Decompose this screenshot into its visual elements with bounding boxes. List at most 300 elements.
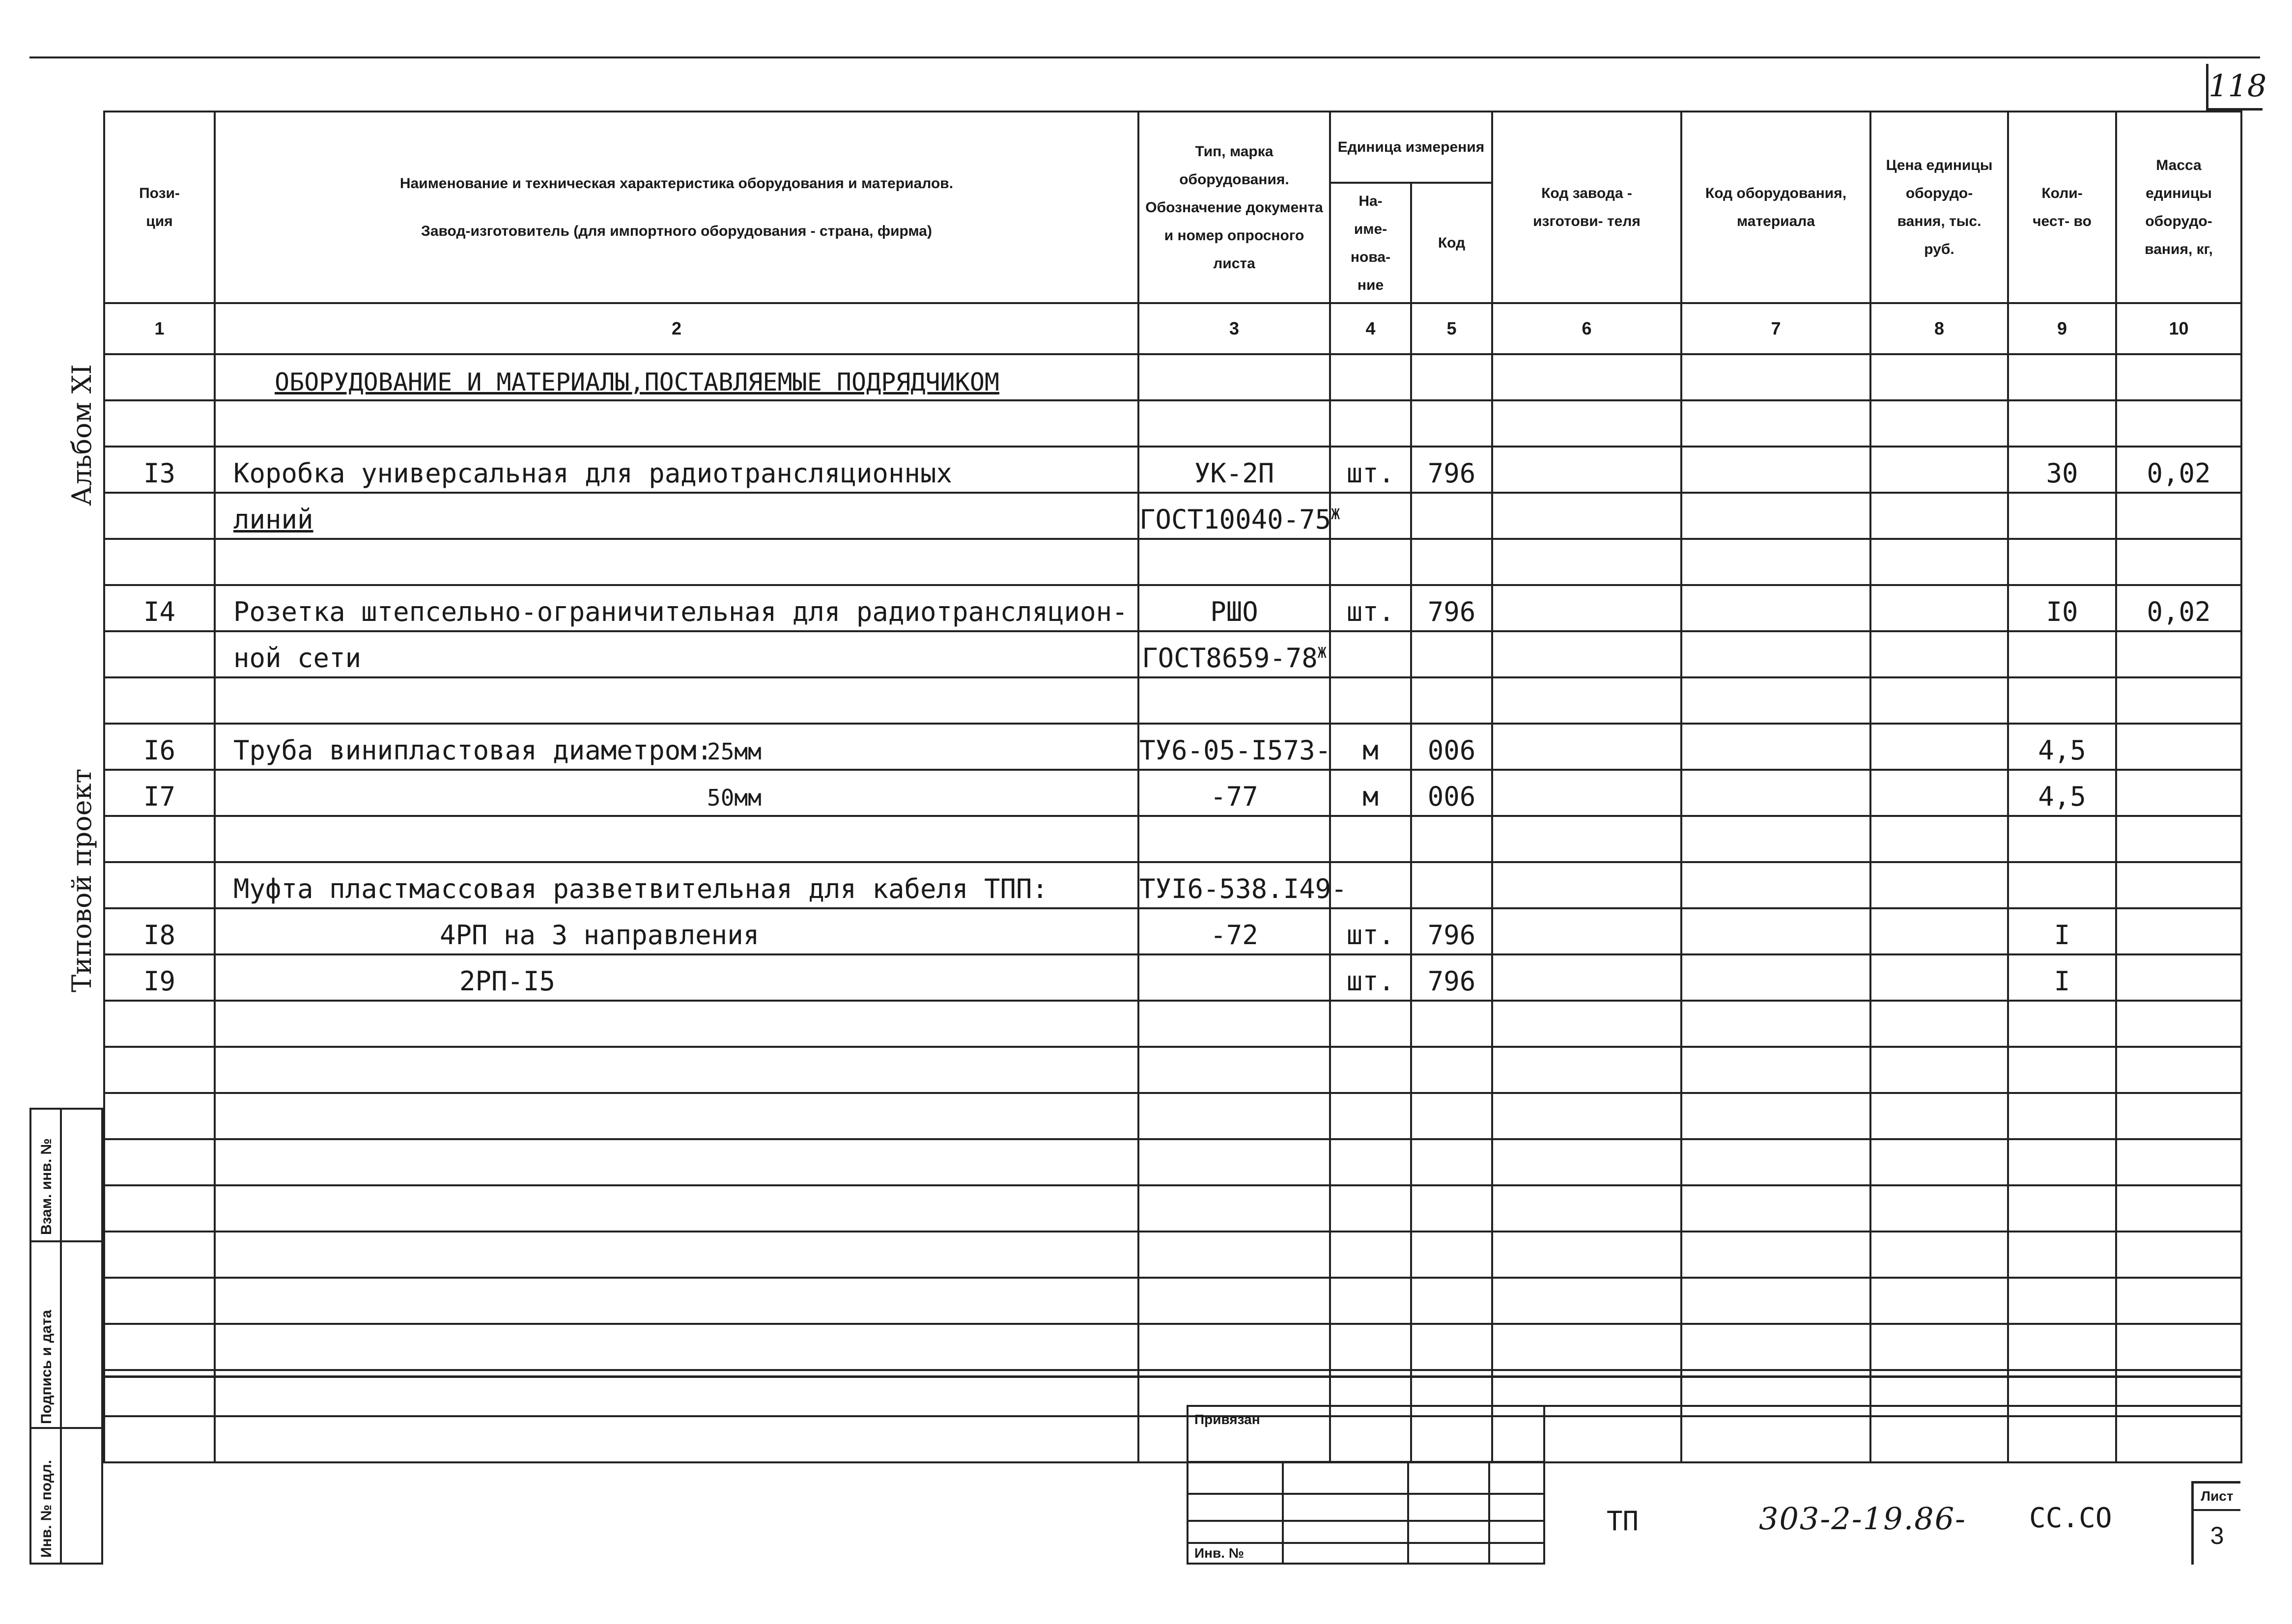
row-name [215, 770, 1138, 816]
row-plant-code [1492, 677, 1681, 724]
row-unit-code: 796 [1411, 447, 1492, 493]
sheet-label: Лист [2194, 1484, 2240, 1511]
row-name [215, 908, 1138, 954]
header-name: Наименование и техническая характеристика оборудования и материалов. Завод-изготовитель (для импортного оборудования - страна, фирма) [215, 112, 1138, 303]
row-equipment-code [1681, 493, 1870, 539]
table-row [104, 954, 2241, 1001]
row-equipment-code [1681, 724, 1870, 770]
row-price [1870, 447, 2008, 493]
row-type [1138, 1139, 1330, 1185]
row-unit [1330, 816, 1411, 862]
row-equipment-code [1681, 770, 1870, 816]
row-name [215, 354, 1138, 400]
table-row [104, 631, 2241, 677]
row-quantity: 30 [2008, 447, 2116, 493]
row-type-text: ГОСТ10040-75 [1139, 504, 1331, 535]
row-unit-code [1411, 1001, 1492, 1047]
header-quantity: Коли- чест- во [2008, 112, 2116, 303]
row-type [1138, 1324, 1330, 1370]
row-plant-code [1492, 1093, 1681, 1139]
row-name [215, 493, 1138, 539]
row-equipment-code [1681, 631, 1870, 677]
row-unit: шт. [1330, 447, 1411, 493]
project-label: Типовой проект [66, 768, 97, 992]
table-row [104, 1093, 2241, 1139]
row-mass [2116, 493, 2241, 539]
row-name [215, 816, 1138, 862]
row-name [215, 1416, 1138, 1462]
top-rule [29, 56, 2260, 58]
row-name-text: Коробка универсальная для радиотрансляционных [233, 458, 952, 489]
row-unit-code [1411, 493, 1492, 539]
row-equipment-code [1681, 677, 1870, 724]
row-type-text: РШО [1210, 596, 1258, 627]
row-size: 50мм [707, 784, 762, 811]
row-position [104, 539, 215, 585]
row-type-text: УК-2П [1194, 458, 1274, 489]
row-unit: шт. [1330, 954, 1411, 1001]
row-equipment-code [1681, 585, 1870, 631]
row-mass [2116, 1185, 2241, 1232]
row-unit-code [1411, 539, 1492, 585]
row-quantity [2008, 1001, 2116, 1047]
row-equipment-code [1681, 1047, 1870, 1093]
row-position [104, 1185, 215, 1232]
row-type [1138, 862, 1347, 908]
header-mass: Масса единицы оборудо- вания, кг, [2116, 112, 2241, 303]
row-equipment-code [1681, 400, 1870, 447]
table-row [104, 862, 2241, 908]
row-type-text: -77 [1210, 781, 1258, 812]
header-position: Пози- ция [104, 112, 215, 303]
row-position: I8 [104, 908, 215, 954]
row-unit: шт. [1330, 908, 1411, 954]
tp-label: ТП [1607, 1506, 1639, 1537]
row-type-superscript: Ж [1317, 644, 1327, 662]
row-unit [1330, 677, 1411, 724]
row-name-text: линий [233, 504, 313, 535]
row-unit-code: 796 [1411, 954, 1492, 1001]
row-mass [2116, 1278, 2241, 1324]
row-mass [2116, 631, 2241, 677]
table-row [104, 354, 2241, 400]
row-price [1870, 354, 2008, 400]
row-position [104, 400, 215, 447]
table-row [104, 1185, 2241, 1232]
colnum-7: 7 [1681, 303, 1870, 354]
row-position [104, 862, 215, 908]
row-quantity: I [2008, 954, 2116, 1001]
binding-block [1187, 1405, 1545, 1565]
row-name [215, 1278, 1138, 1324]
row-plant-code [1492, 1001, 1681, 1047]
row-equipment-code [1681, 447, 1870, 493]
row-unit [1330, 539, 1411, 585]
row-unit [1330, 631, 1411, 677]
row-name [215, 585, 1138, 631]
row-unit-code [1411, 1093, 1492, 1139]
row-plant-code [1492, 631, 1681, 677]
header-plant-code: Код завода - изготови- теля [1492, 112, 1681, 303]
row-unit [1330, 1232, 1411, 1278]
row-equipment-code [1681, 816, 1870, 862]
row-quantity [2008, 631, 2116, 677]
row-type [1138, 677, 1330, 724]
row-mass: 0,02 [2116, 447, 2241, 493]
row-mass [2116, 770, 2241, 816]
colnum-4: 4 [1330, 303, 1411, 354]
row-position: I3 [104, 447, 215, 493]
row-quantity [2008, 539, 2116, 585]
row-mass [2116, 724, 2241, 770]
row-type [1138, 1185, 1330, 1232]
row-quantity [2008, 677, 2116, 724]
row-mass [2116, 539, 2241, 585]
row-quantity [2008, 862, 2116, 908]
row-plant-code [1492, 400, 1681, 447]
row-position: I6 [104, 724, 215, 770]
colnum-2: 2 [215, 303, 1138, 354]
header-type: Тип, марка оборудования. Обозначение документа и номер опросного листа [1138, 112, 1330, 303]
row-mass [2116, 1047, 2241, 1093]
row-unit-code [1411, 400, 1492, 447]
row-unit-code [1411, 1185, 1492, 1232]
row-unit-code: 796 [1411, 585, 1492, 631]
row-type [1138, 1278, 1330, 1324]
row-plant-code [1492, 447, 1681, 493]
table-row [104, 447, 2241, 493]
row-quantity: I [2008, 908, 2116, 954]
row-plant-code [1492, 816, 1681, 862]
row-name [215, 1139, 1138, 1185]
row-unit [1330, 400, 1411, 447]
row-type [1138, 1001, 1330, 1047]
row-price [1870, 631, 2008, 677]
specification-table [103, 111, 2242, 1463]
row-quantity [2008, 1324, 2116, 1370]
row-unit [1330, 1001, 1411, 1047]
row-position [104, 1324, 215, 1370]
row-name [215, 954, 1138, 1001]
row-mass [2116, 1001, 2241, 1047]
row-unit-code [1411, 816, 1492, 862]
row-name-text: Труба винипластовая диаметром: [233, 735, 713, 766]
table-row [104, 585, 2241, 631]
row-plant-code [1492, 770, 1681, 816]
row-quantity [2008, 816, 2116, 862]
bound-label: Привязан [1194, 1412, 1260, 1427]
table-row [104, 908, 2241, 954]
row-price [1870, 1232, 2008, 1278]
designation-code: 303-2-19.86- [1759, 1501, 1967, 1537]
row-type-text: -72 [1210, 920, 1258, 951]
row-type [1138, 631, 1330, 677]
row-name [215, 539, 1138, 585]
row-unit-code [1411, 862, 1492, 908]
table-row [104, 1139, 2241, 1185]
side-stamp [29, 1108, 103, 1565]
table-row [104, 400, 2241, 447]
row-mass [2116, 1232, 2241, 1278]
row-unit [1330, 1093, 1411, 1139]
table-row [104, 816, 2241, 862]
row-position: I4 [104, 585, 215, 631]
row-unit-code [1411, 631, 1492, 677]
colnum-9: 9 [2008, 303, 2116, 354]
row-price [1870, 724, 2008, 770]
row-quantity: 4,5 [2008, 770, 2116, 816]
header-unit-code: Код [1411, 183, 1492, 303]
row-price [1870, 1185, 2008, 1232]
row-unit [1330, 1324, 1411, 1370]
row-type [1138, 354, 1330, 400]
row-type [1138, 1093, 1330, 1139]
column-numbers-row [104, 303, 2241, 354]
row-mass [2116, 1139, 2241, 1185]
side-cell-podpis [31, 1242, 103, 1429]
row-unit-code: 006 [1411, 770, 1492, 816]
row-plant-code [1492, 1232, 1681, 1278]
row-price [1870, 585, 2008, 631]
side-podpis-label: Подпись и дата [38, 1310, 55, 1424]
row-position [104, 1416, 215, 1462]
row-price [1870, 677, 2008, 724]
row-unit-code [1411, 354, 1492, 400]
row-equipment-code [1681, 1185, 1870, 1232]
table-bottom-rule [103, 1375, 2240, 1378]
row-position [104, 1093, 215, 1139]
row-type [1138, 816, 1330, 862]
row-position [104, 1001, 215, 1047]
row-name [215, 862, 1138, 908]
side-vzam-label: Взам. инв. № [38, 1138, 55, 1235]
row-name [215, 400, 1138, 447]
row-position [104, 1139, 215, 1185]
row-name-text: Муфта пластмассовая разветвительная для кабеля ТПП: [233, 873, 1048, 904]
row-position [104, 631, 215, 677]
row-type-superscript: Ж [1331, 506, 1340, 523]
colnum-1: 1 [104, 303, 215, 354]
colnum-10: 10 [2116, 303, 2241, 354]
row-type [1138, 1232, 1330, 1278]
row-unit-code [1411, 1278, 1492, 1324]
table-row [104, 724, 2241, 770]
header-unit: Единица измерения [1330, 112, 1492, 183]
row-name [215, 1001, 1138, 1047]
row-equipment-code [1681, 1232, 1870, 1278]
row-equipment-code [1681, 954, 1870, 1001]
table-row [104, 770, 2241, 816]
row-equipment-code [1681, 1324, 1870, 1370]
row-unit [1330, 1139, 1411, 1185]
row-type [1138, 1047, 1330, 1093]
row-unit-code [1411, 1324, 1492, 1370]
row-mass: 0,02 [2116, 585, 2241, 631]
row-unit-code [1411, 1139, 1492, 1185]
table-row [104, 1278, 2241, 1324]
row-quantity [2008, 493, 2116, 539]
row-plant-code [1492, 1185, 1681, 1232]
row-unit-code [1411, 1047, 1492, 1093]
row-mass [2116, 1093, 2241, 1139]
row-equipment-code [1681, 1278, 1870, 1324]
row-quantity [2008, 1232, 2116, 1278]
row-name [215, 724, 1138, 770]
row-type [1138, 954, 1330, 1001]
row-price [1870, 816, 2008, 862]
row-price [1870, 1278, 2008, 1324]
row-type-text: ТУI6-538.I49- [1139, 873, 1347, 904]
row-mass [2116, 1324, 2241, 1370]
row-quantity [2008, 400, 2116, 447]
row-name-text: ОБОРУДОВАНИЕ И МАТЕРИАЛЫ,ПОСТАВЛЯЕМЫЕ ПОДРЯДЧИКОМ [275, 368, 1000, 396]
row-unit: шт. [1330, 585, 1411, 631]
row-price [1870, 862, 2008, 908]
sheet-value: 3 [2210, 1522, 2224, 1549]
row-type [1138, 585, 1330, 631]
row-price [1870, 400, 2008, 447]
row-type [1138, 447, 1330, 493]
table-row [104, 1232, 2241, 1278]
row-name [215, 1324, 1138, 1370]
row-position: I7 [104, 770, 215, 816]
row-unit-code: 796 [1411, 908, 1492, 954]
row-name-text: 2РП-I5 [459, 966, 556, 997]
row-mass [2116, 816, 2241, 862]
row-name [215, 1093, 1138, 1139]
row-equipment-code [1681, 539, 1870, 585]
row-equipment-code [1681, 1093, 1870, 1139]
row-name [215, 677, 1138, 724]
table-row [104, 1047, 2241, 1093]
row-quantity [2008, 1047, 2116, 1093]
row-quantity [2008, 1278, 2116, 1324]
sheet-box [2191, 1481, 2240, 1565]
row-name [215, 1185, 1138, 1232]
row-position [104, 816, 215, 862]
row-mass [2116, 908, 2241, 954]
row-quantity: I0 [2008, 585, 2116, 631]
row-mass [2116, 677, 2241, 724]
row-price [1870, 493, 2008, 539]
row-name-text: ной сети [233, 643, 362, 673]
table-row [104, 1324, 2241, 1370]
row-plant-code [1492, 354, 1681, 400]
row-mass [2116, 354, 2241, 400]
inv-no-label: Инв. № [1194, 1545, 1245, 1561]
row-type [1138, 493, 1340, 539]
row-quantity [2008, 354, 2116, 400]
table-row [104, 1001, 2241, 1047]
row-position: I9 [104, 954, 215, 1001]
row-name-text: 4РП на 3 направления [440, 920, 760, 951]
row-position [104, 493, 215, 539]
colnum-5: 5 [1411, 303, 1492, 354]
row-plant-code [1492, 862, 1681, 908]
header-unit-name: На- име- нова- ние [1330, 183, 1411, 303]
designation-block [1545, 1405, 2240, 1565]
row-quantity [2008, 1139, 2116, 1185]
table-row [104, 493, 2241, 539]
row-plant-code [1492, 1278, 1681, 1324]
header-price: Цена единицы оборудо- вания, тыс. руб. [1870, 112, 2008, 303]
row-mass [2116, 862, 2241, 908]
row-plant-code [1492, 585, 1681, 631]
row-unit-code [1411, 677, 1492, 724]
row-name [215, 447, 1138, 493]
row-price [1870, 954, 2008, 1001]
row-plant-code [1492, 539, 1681, 585]
table-row [104, 677, 2241, 724]
row-type [1138, 770, 1330, 816]
row-type [1138, 908, 1330, 954]
row-type-text: ГОСТ8659-78 [1142, 643, 1318, 673]
row-type [1138, 539, 1330, 585]
row-position [104, 1047, 215, 1093]
row-plant-code [1492, 724, 1681, 770]
row-unit [1330, 354, 1411, 400]
designation-suffix: СС.СО [2029, 1502, 2112, 1534]
row-name-text: Розетка штепсельно-ограничительная для радиотрансляцион- [233, 596, 1128, 627]
table-row [104, 539, 2241, 585]
row-unit [1330, 1185, 1411, 1232]
row-unit [1330, 493, 1411, 539]
row-mass [2116, 400, 2241, 447]
row-plant-code [1492, 954, 1681, 1001]
colnum-8: 8 [1870, 303, 2008, 354]
row-price [1870, 1093, 2008, 1139]
row-plant-code [1492, 493, 1681, 539]
row-unit-code [1411, 1232, 1492, 1278]
colnum-3: 3 [1138, 303, 1330, 354]
row-position [104, 1232, 215, 1278]
header-equipment-code: Код оборудования, материала [1681, 112, 1870, 303]
row-type-text: ТУ6-05-I573- [1139, 735, 1331, 766]
row-unit [1330, 1278, 1411, 1324]
sheet-number: 118 [2206, 64, 2263, 111]
row-price [1870, 1001, 2008, 1047]
row-type [1138, 400, 1330, 447]
row-price [1870, 908, 2008, 954]
row-plant-code [1492, 1047, 1681, 1093]
row-quantity [2008, 1185, 2116, 1232]
row-price [1870, 1324, 2008, 1370]
row-quantity: 4,5 [2008, 724, 2116, 770]
row-equipment-code [1681, 354, 1870, 400]
row-position [104, 1278, 215, 1324]
row-mass [2116, 954, 2241, 1001]
row-position [104, 677, 215, 724]
side-cell-inv [31, 1429, 103, 1563]
row-equipment-code [1681, 1001, 1870, 1047]
side-cell-vzam [31, 1110, 103, 1242]
row-unit: м [1330, 770, 1411, 816]
row-name [215, 631, 1138, 677]
row-unit [1330, 1047, 1411, 1093]
row-name [215, 1047, 1138, 1093]
row-equipment-code [1681, 862, 1870, 908]
colnum-6: 6 [1492, 303, 1681, 354]
row-unit: м [1330, 724, 1411, 770]
row-size: 25мм [707, 738, 762, 765]
row-equipment-code [1681, 1139, 1870, 1185]
row-price [1870, 539, 2008, 585]
row-equipment-code [1681, 908, 1870, 954]
row-plant-code [1492, 908, 1681, 954]
side-inv-label: Инв. № подл. [38, 1459, 55, 1558]
row-price [1870, 1047, 2008, 1093]
row-plant-code [1492, 1139, 1681, 1185]
